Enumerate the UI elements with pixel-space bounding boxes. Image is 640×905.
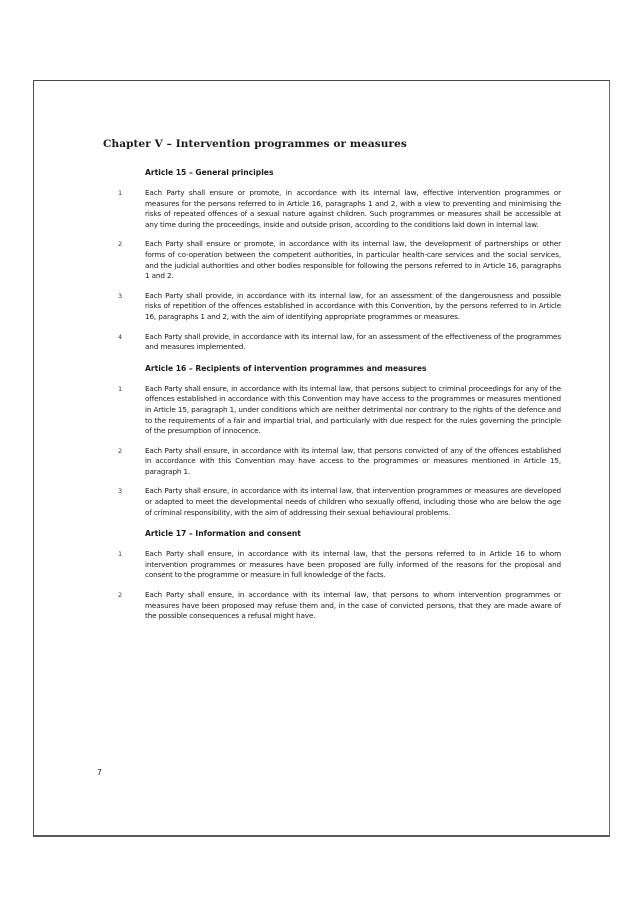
paragraph-text: Each Party shall ensure, in accordance with its internal law, that intervention programmes or measures are developed or adapted to meet the developmental needs of children who sexually offend, including those who are below the age of criminal responsibility, with the aim of addressing their sexual behavioural problems. (145, 486, 561, 517)
paragraph-number: 2 (118, 446, 122, 455)
paragraph (118, 590, 561, 622)
paragraph (118, 239, 561, 281)
paragraph-number: 1 (118, 550, 122, 559)
paragraph-number: 2 (118, 240, 122, 249)
paragraph (118, 290, 561, 323)
article-16 (118, 363, 561, 519)
paragraph-text: Each Party shall provide, in accordance with its internal law, for an assessment of the effectiveness of the programmes and measures implemented. (145, 331, 561, 352)
article-title: Article 15 – General principles (145, 168, 274, 177)
chapter-title: Chapter V – Intervention programmes or measures (103, 138, 407, 150)
paragraph (118, 486, 561, 518)
paragraph-text: Each Party shall ensure or promote, in accordance with its internal law, effective intervention programmes or measures for the persons referred to in Article 16, paragraphs 1 and 2, with a view to preventing and minimising the risks of repeated offences of a sexual nature against children. Such programmes or measures shall be accessible at any time during the proceedings, inside and outside prison, according to the conditions laid down in internal law. (145, 188, 561, 229)
page-number: 7 (97, 768, 102, 777)
article-15 (118, 167, 561, 353)
paragraph (118, 188, 561, 230)
paragraph-text: Each Party shall ensure, in accordance with its internal law, that persons convicted of any of the offences established in accordance with this Convention may have access to the programmes or measures mentioned in Article 15, paragraph 1. (145, 445, 561, 476)
paragraph-text: Each Party shall ensure or promote, in accordance with its internal law, the development of partnerships or other forms of co-operation between the competent authorities, in particular health-care services and the social services, and the judicial authorities and other bodies responsible for following the persons referred to in Article 16, paragraphs 1 and 2. (145, 239, 561, 281)
paragraph-number: 1 (118, 189, 122, 197)
article-title: Article 17 – Information and consent (145, 529, 301, 539)
paragraph-text: Each Party shall provide, in accordance with its internal law, for an assessment of the dangerousness and possible risks of repetition of the offences established in accordance with this Convention, by the persons referred to in Article 16, paragraphs 1 and 2, with the aim of identifying appropriate programmes or measures. (145, 290, 561, 321)
document-body (118, 167, 561, 622)
paragraph (118, 549, 561, 581)
paragraph-number: 2 (118, 591, 122, 600)
paragraph-text: Each Party shall ensure, in accordance with its internal law, that the persons referred to in Article 16 to whom intervention programmes or measures have been proposed are fully informed of the reasons for the proposal and consent to the programme or measure in full knowledge of the facts. (145, 549, 561, 580)
paragraph-number: 3 (118, 487, 122, 496)
paragraph-text: Each Party shall ensure, in accordance with its internal law, that persons subject to criminal proceedings for any of the offences established in accordance with this Convention may have access to the programmes or measures mentioned in Article 15, paragraph 1, under conditions which are neither detrimental nor contrary to the rights of the defence and to the requirements of a fair and impartial trial, and particularly with due respect for the rules governing the principle of the presumption of innocence. (145, 383, 561, 436)
paragraph-number: 4 (118, 332, 122, 341)
paragraph (118, 383, 561, 437)
paragraph-text: Each Party shall ensure, in accordance with its internal law, that persons to whom intervention programmes or measures have been proposed may refuse them and, in the case of convicted persons, that they are made aware of the possible consequences a refusal might have. (145, 590, 561, 621)
paragraph (118, 331, 561, 353)
article-17 (118, 528, 561, 622)
paragraph-number: 3 (118, 291, 122, 300)
article-title: Article 16 – Recipients of intervention programmes and measures (145, 363, 427, 373)
paragraph-number: 1 (118, 384, 122, 393)
paragraph (118, 445, 561, 478)
